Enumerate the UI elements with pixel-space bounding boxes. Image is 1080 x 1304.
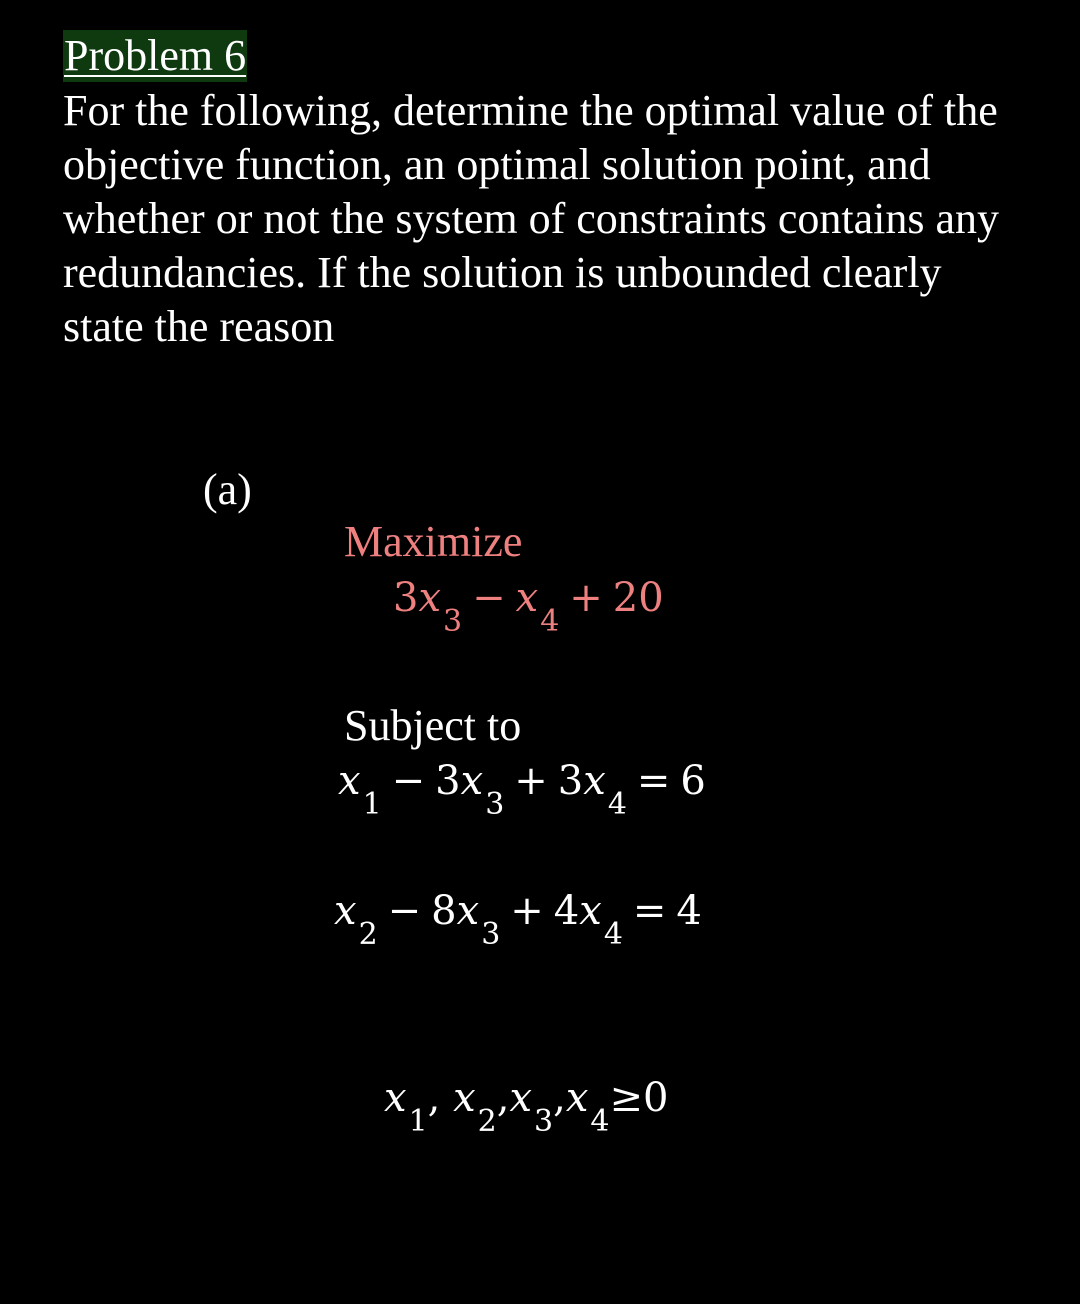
term-variable: x — [418, 575, 442, 621]
operator: − — [387, 888, 422, 934]
relation: = — [632, 888, 667, 934]
term-variable: x — [579, 888, 602, 934]
term-subscript: 3 — [534, 1104, 554, 1139]
term-subscript: 1 — [362, 787, 382, 822]
term-subscript: 3 — [485, 787, 505, 822]
term-variable: x — [565, 1075, 589, 1121]
operator: + — [514, 758, 548, 804]
separator: , — [553, 1075, 566, 1121]
problem-instructions: For the following, determine the optimal value of the objective function, an optimal solution point, and whether or not the system of constraints contains any redundancies. If the solution is unbounded clearly state the reason — [63, 86, 1000, 351]
term-subscript: 3 — [481, 917, 501, 952]
operator: − — [391, 758, 426, 804]
constraints-heading: Subject to — [344, 701, 522, 750]
term-coefficient: 4 — [553, 888, 580, 934]
term-subscript: 3 — [443, 604, 463, 639]
term-coefficient: 3 — [557, 758, 584, 804]
term-variable: x — [334, 888, 357, 934]
term-subscript: 4 — [607, 787, 627, 822]
term-subscript: 4 — [603, 917, 623, 952]
term-coefficient: 3 — [435, 758, 461, 804]
term-variable: x — [456, 888, 480, 934]
objective-heading: Maximize — [344, 517, 523, 566]
term-variable: x — [460, 758, 484, 804]
constraint-1 — [338, 757, 706, 822]
separator: , — [496, 1075, 510, 1121]
nonnegativity-constraint — [384, 1074, 669, 1139]
constraint-rhs: 0 — [643, 1075, 669, 1121]
operator: + — [569, 575, 603, 621]
term-variable: x — [338, 758, 361, 804]
constraint-2 — [334, 887, 702, 952]
relation: ≥ — [609, 1075, 644, 1121]
term-variable: x — [453, 1075, 476, 1121]
objective-constant: 20 — [612, 575, 664, 621]
term-coefficient: 8 — [431, 888, 457, 934]
term-variable: x — [384, 1075, 407, 1121]
objective-expression — [393, 574, 664, 639]
constraint-rhs: 4 — [676, 888, 702, 934]
term-subscript: 4 — [590, 1104, 610, 1139]
term-variable: x — [583, 758, 606, 804]
term-subscript: 1 — [408, 1104, 428, 1139]
term-subscript: 2 — [477, 1104, 497, 1139]
constraint-rhs: 6 — [680, 758, 706, 804]
separator: , — [427, 1075, 441, 1121]
part-label: (a) — [203, 465, 252, 514]
term-subscript: 4 — [540, 604, 560, 639]
term-coefficient: 3 — [393, 575, 419, 621]
operator: + — [510, 888, 544, 934]
term-subscript: 2 — [358, 917, 378, 952]
relation: = — [636, 758, 671, 804]
problem-title: Problem 6 — [64, 31, 247, 80]
term-variable: x — [515, 575, 539, 621]
term-variable: x — [509, 1075, 533, 1121]
operator: − — [472, 575, 506, 621]
